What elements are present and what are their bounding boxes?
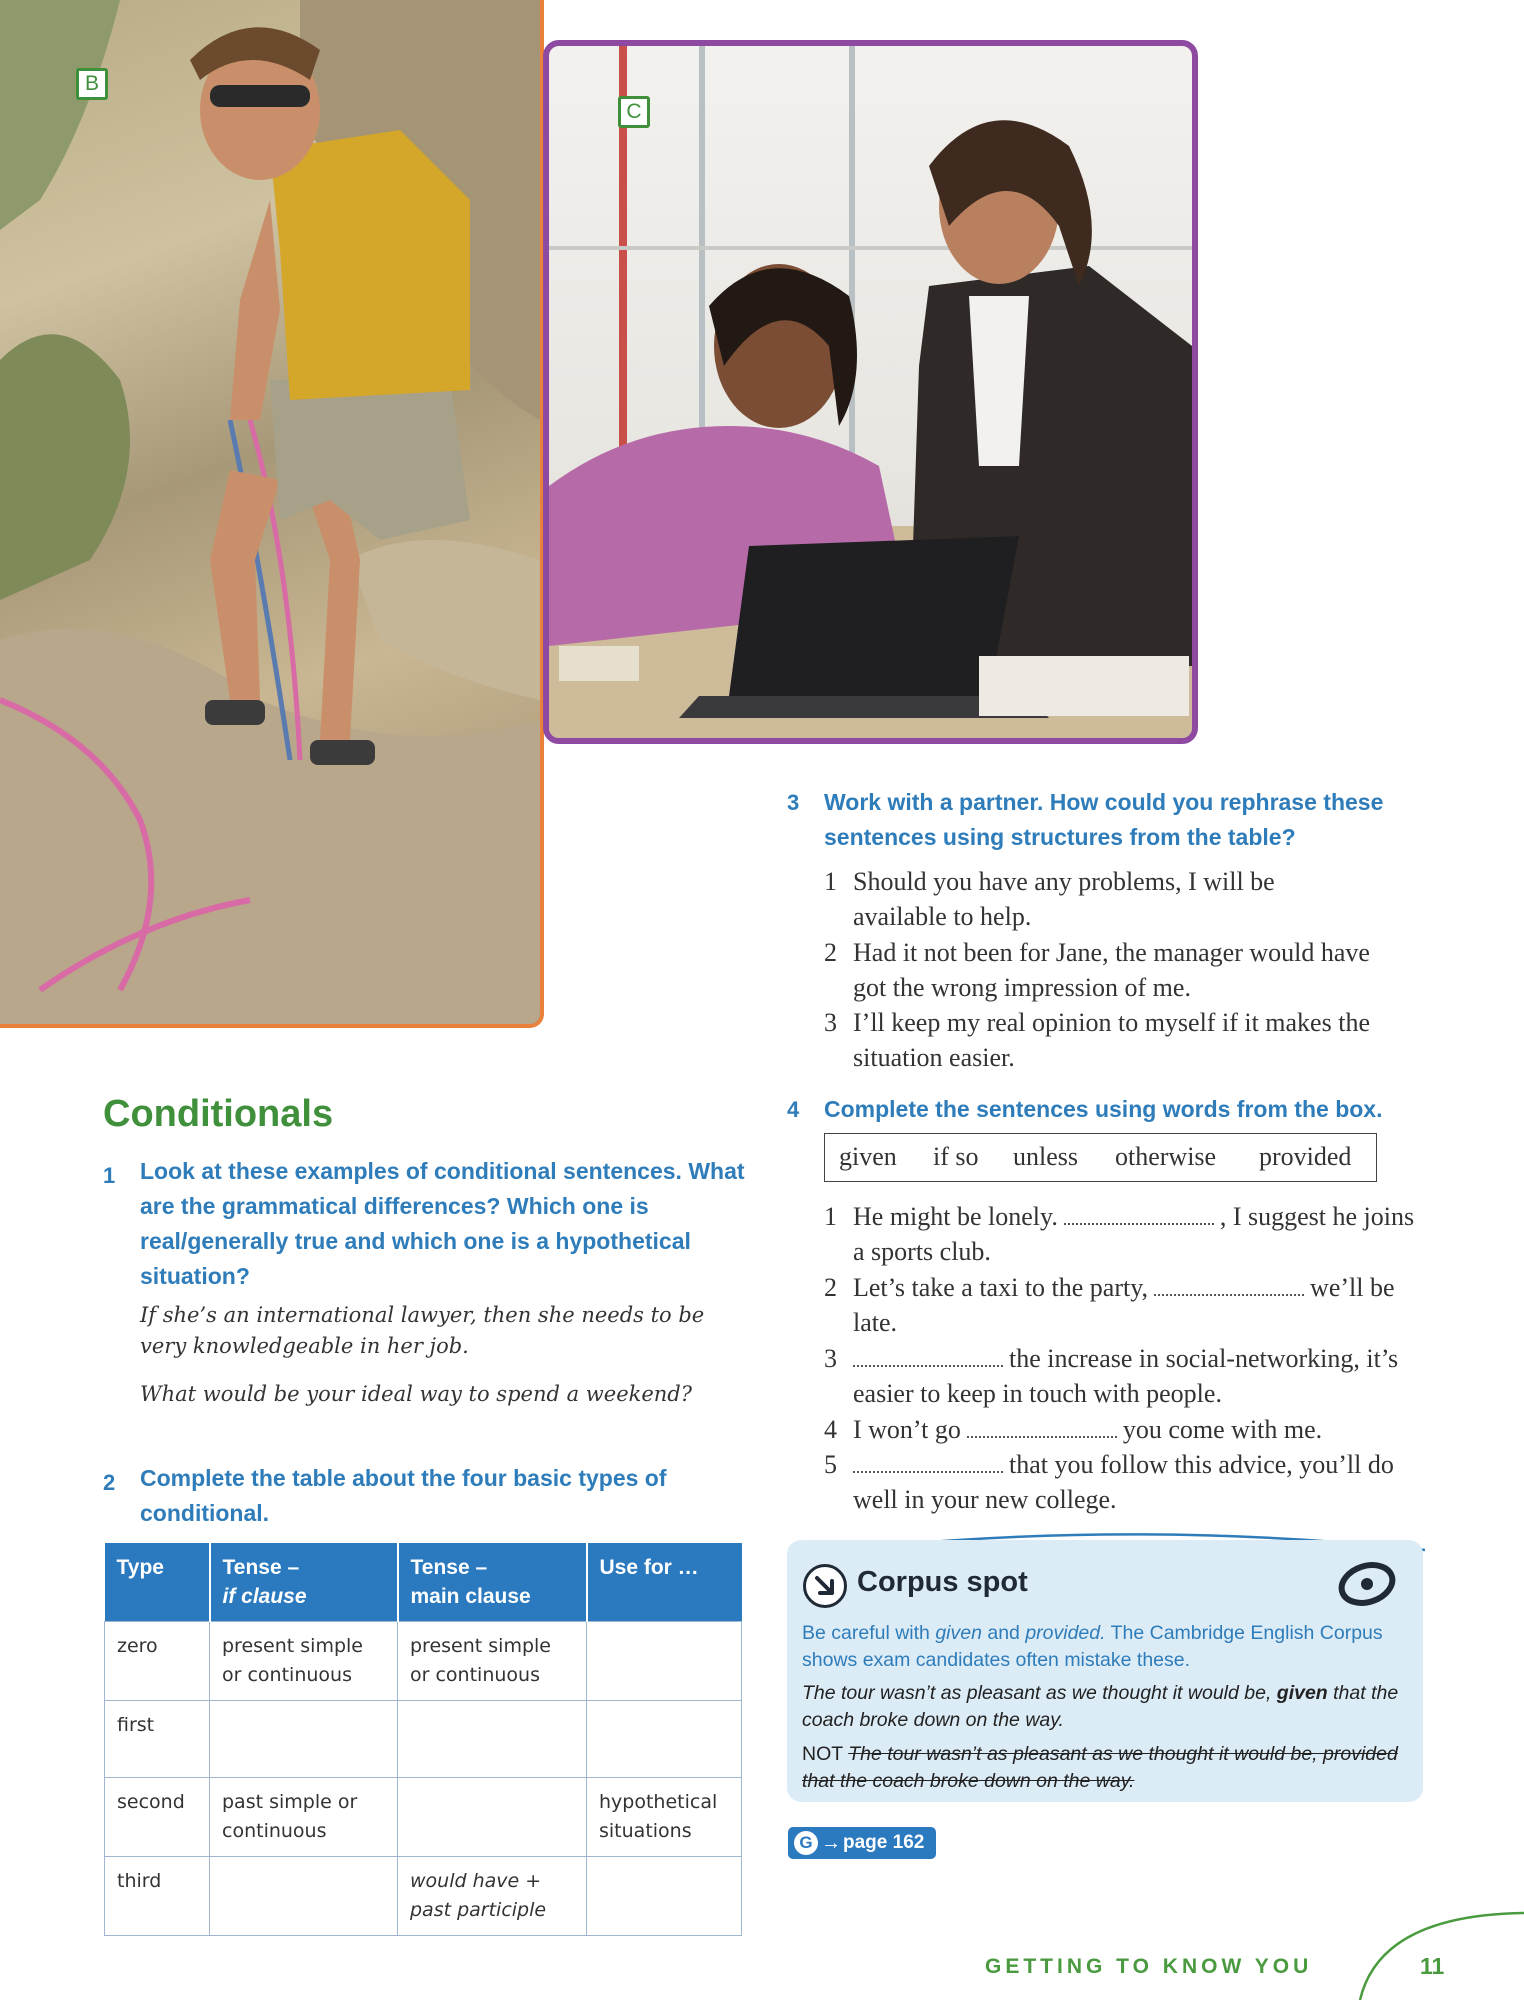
corpus-correct-example xyxy=(802,1680,1412,1734)
table-row xyxy=(105,1778,742,1857)
q3-item-number: 2 xyxy=(824,938,837,967)
header-use-for-label: Use for … xyxy=(599,1556,699,1579)
gap-blank[interactable] xyxy=(853,1451,1003,1473)
row-zero-use[interactable] xyxy=(587,1622,742,1701)
q4-item-number: 2 xyxy=(824,1273,837,1302)
q4-item-number: 3 xyxy=(824,1344,837,1373)
q4-item-text-before: Let’s take a taxi to the party, xyxy=(853,1273,1149,1302)
row-zero-type: zero xyxy=(105,1622,210,1701)
row-third-use[interactable] xyxy=(587,1857,742,1936)
row-first-main-clause[interactable] xyxy=(398,1701,587,1778)
q3-instruction: Work with a partner. How could you rephrase these sentences using structures from the table? xyxy=(824,789,1384,850)
corpus-example-keyword: given xyxy=(1276,1682,1328,1704)
q4-item-number: 5 xyxy=(824,1450,837,1479)
grammar-link-label: page 162 xyxy=(843,1832,925,1853)
q4-item-text-after: you come with me. xyxy=(1122,1415,1323,1444)
word-unless: unless xyxy=(1013,1142,1078,1171)
photo-rock-climber xyxy=(0,0,544,1028)
row-zero-main-clause: present simple or continuous xyxy=(398,1622,587,1701)
q4-item-text-after: , I suggest he joins a sports club. xyxy=(853,1202,1415,1266)
corpus-eye-icon xyxy=(1337,1562,1397,1606)
q4-item-number: 1 xyxy=(824,1202,837,1231)
gap-blank[interactable] xyxy=(1154,1274,1304,1296)
footer-unit-title: GETTING TO KNOW YOU xyxy=(985,1955,1313,1978)
q4-item-text-before: He might be lonely. xyxy=(853,1202,1058,1231)
q3-item-text: I’ll keep my real opinion to myself if it makes the situation easier. xyxy=(853,1008,1370,1072)
corpus-incorrect-example xyxy=(802,1741,1412,1795)
photo-c-tag: C xyxy=(618,96,650,128)
q2-instruction: Complete the table about the four basic types of conditional. xyxy=(140,1465,667,1526)
q3-item-text: Had it not been for Jane, the manager would have got the wrong impression of me. xyxy=(853,938,1370,1002)
q4-item-text-before: I won’t go xyxy=(853,1415,961,1444)
header-if-clause-line1: Tense – xyxy=(222,1556,300,1579)
header-type-label: Type xyxy=(116,1556,164,1579)
table-row xyxy=(105,1857,742,1936)
photo-b-tag: B xyxy=(76,68,108,100)
corpus-not-label: NOT xyxy=(802,1743,849,1765)
corpus-note-word: given xyxy=(935,1622,982,1644)
q1-number: 1 xyxy=(103,1163,116,1188)
row-third-type: third xyxy=(105,1857,210,1936)
q4-number: 4 xyxy=(787,1097,800,1122)
gap-blank[interactable] xyxy=(853,1345,1003,1367)
table-row xyxy=(105,1622,742,1701)
conditionals-table xyxy=(104,1543,742,1936)
photo-two-women-laptop xyxy=(543,40,1198,744)
header-if-clause-line2: if clause xyxy=(222,1585,307,1608)
row-first-use[interactable] xyxy=(587,1701,742,1778)
women-office-illustration xyxy=(549,46,1192,738)
corpus-note xyxy=(802,1620,1412,1674)
grammar-g-icon: G xyxy=(794,1831,818,1855)
header-main-clause xyxy=(398,1543,587,1622)
row-second-use: hypothetical situations xyxy=(587,1778,742,1857)
q3-item-number: 1 xyxy=(824,867,837,896)
q3-item-number: 3 xyxy=(824,1008,837,1037)
corpus-spot-box xyxy=(787,1540,1423,1802)
corpus-note-word: provided. xyxy=(1025,1622,1106,1644)
header-use-for xyxy=(587,1543,742,1622)
grammar-reference-link[interactable] xyxy=(788,1827,936,1859)
gap-blank[interactable] xyxy=(967,1416,1117,1438)
row-zero-if-clause: present simple or continuous xyxy=(210,1622,398,1701)
header-if-clause xyxy=(210,1543,398,1622)
corpus-note-text: Be careful with xyxy=(802,1622,936,1644)
corpus-example-text: that the coach broke down on the way. xyxy=(802,1682,1399,1731)
row-second-if-clause: past simple or continuous xyxy=(210,1778,398,1857)
q4-item-text-after: we’ll be late. xyxy=(853,1273,1395,1337)
q2-number: 2 xyxy=(103,1470,116,1495)
word-if-so: if so xyxy=(933,1142,979,1171)
table-row xyxy=(105,1701,742,1778)
header-main-clause-line1: Tense – xyxy=(410,1556,488,1579)
corpus-example-text: The tour wasn’t as pleasant as we thought it would be, xyxy=(802,1682,1277,1704)
arrow-right-icon: → xyxy=(821,1832,841,1854)
corpus-struck-text: The tour wasn’t as pleasant as we thought it would be, provided that the coach broke down on the way. xyxy=(802,1743,1398,1792)
word-provided: provided xyxy=(1259,1142,1352,1171)
header-type xyxy=(105,1543,210,1622)
word-box xyxy=(824,1133,1377,1182)
corpus-note-text: The Cambridge English Corpus shows exam candidates often mistake these. xyxy=(802,1622,1383,1671)
q1-instruction: Look at these examples of conditional sentences. What are the grammatical differences? Which one is real/generally true and which one is a hypothetical situation? xyxy=(140,1158,745,1289)
row-third-main-clause: would have + past participle xyxy=(398,1857,587,1936)
q3-number: 3 xyxy=(787,790,800,815)
q1-example-1: If she’s an international lawyer, then she needs to be very knowledgeable in her job. xyxy=(140,1303,705,1358)
q4-instruction: Complete the sentences using words from the box. xyxy=(824,1096,1383,1122)
word-given: given xyxy=(839,1142,897,1171)
row-first-if-clause[interactable] xyxy=(210,1701,398,1778)
section-title: Conditionals xyxy=(103,1093,334,1135)
header-main-clause-line2: main clause xyxy=(410,1585,531,1608)
corpus-arrow-icon xyxy=(803,1564,847,1608)
row-third-if-clause[interactable] xyxy=(210,1857,398,1936)
q4-item-text-after: the increase in social-networking, it’s easier to keep in touch with people. xyxy=(853,1344,1399,1408)
gap-blank[interactable] xyxy=(1064,1203,1214,1225)
q3-item-text: Should you have any problems, I will be available to help. xyxy=(853,867,1275,931)
row-first-type: first xyxy=(105,1701,210,1778)
q1-example-2: What would be your ideal way to spend a weekend? xyxy=(140,1382,692,1406)
row-second-type: second xyxy=(105,1778,210,1857)
q4-item-number: 4 xyxy=(824,1415,837,1444)
row-second-main-clause[interactable] xyxy=(398,1778,587,1857)
word-otherwise: otherwise xyxy=(1115,1142,1217,1171)
corpus-note-text: and xyxy=(981,1622,1026,1644)
q4-item-text-after: that you follow this advice, you’ll do well in your new college. xyxy=(853,1450,1394,1514)
table-header-row xyxy=(105,1543,742,1622)
rock-climber-illustration xyxy=(0,0,540,1024)
page-number: 11 xyxy=(1420,1953,1445,1979)
corpus-spot-title: Corpus spot xyxy=(857,1566,1028,1598)
